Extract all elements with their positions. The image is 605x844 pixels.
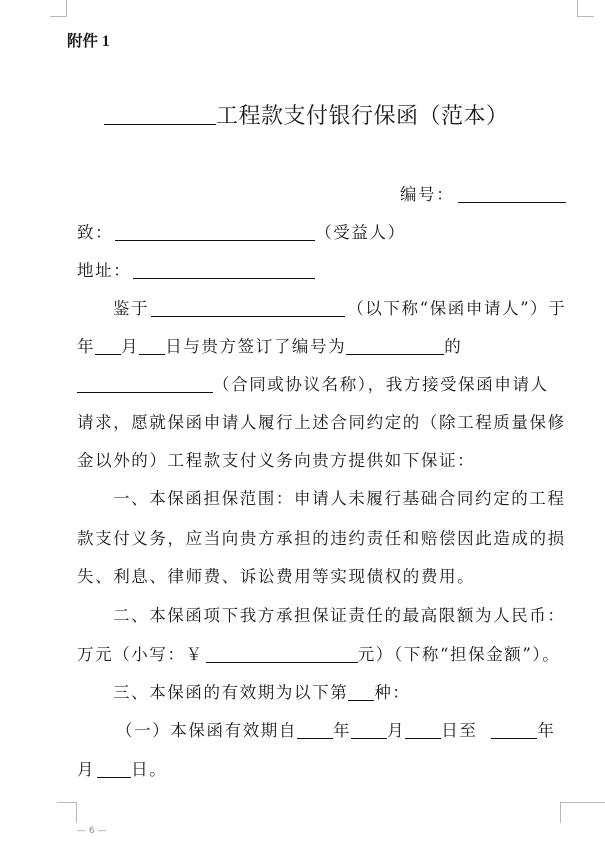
address-label: 地址：: [77, 261, 132, 280]
intro-text: （以下称“保函申请人”）于: [347, 299, 567, 318]
beneficiary-blank[interactable]: [115, 224, 315, 241]
crop-mark-bottom-left: [57, 802, 77, 823]
number-label: 编号：: [400, 185, 455, 204]
page-title: [104, 102, 509, 127]
intro-text: （合同或协议名称），我方接受保函申请人: [213, 375, 549, 394]
clause-text: 日。: [131, 760, 168, 779]
clause1-line-2: 款支付义务，应当向贵方承担的违约责任和赔偿因此造成的损: [77, 529, 566, 548]
start-month-blank[interactable]: [351, 722, 387, 739]
page-number: — 6 —: [77, 826, 107, 836]
clause-text: 种：: [374, 683, 411, 702]
annex-label: 附件 1: [67, 33, 110, 50]
title-text: 工程款支付银行保函（范本）: [216, 104, 509, 129]
crop-mark-bottom-right: [560, 802, 605, 823]
clause-text: 年: [333, 721, 352, 740]
to-label: 致：: [77, 223, 114, 242]
contract-name-blank[interactable]: [77, 376, 213, 393]
clause1-line-1: 一、本保函担保范围：申请人未履行基础合同约定的工程: [113, 489, 566, 508]
clause-text: 三、本保函的有效期为以下第: [113, 683, 349, 702]
end-year-blank[interactable]: [491, 722, 537, 739]
address-blank[interactable]: [133, 262, 315, 279]
clause3-sub1-line-2: [77, 760, 167, 780]
clause-text: 万元（小写：￥: [77, 645, 204, 664]
crop-mark-top-right: [577, 0, 594, 17]
intro-line-4: 请求，愿就保函申请人履行上述合同约定的（除工程质量保修: [77, 413, 566, 432]
contract-number-blank[interactable]: [346, 338, 444, 355]
option-blank[interactable]: [348, 684, 374, 701]
end-day-blank[interactable]: [97, 761, 131, 778]
clause-text: 日至: [441, 721, 478, 740]
clause2-line-1: 二、本保函项下我方承担保证责任的最高限额为人民币：: [113, 606, 566, 625]
intro-line-1: [113, 299, 566, 319]
clause1-line-3: 失、利息、律师费、诉讼费用等实现债权的费用。: [77, 567, 476, 586]
start-year-blank[interactable]: [297, 722, 333, 739]
intro-text: 鉴于: [113, 299, 150, 318]
start-day-blank[interactable]: [405, 722, 441, 739]
beneficiary-note: （受益人）: [315, 223, 406, 242]
applicant-blank[interactable]: [151, 300, 345, 317]
to-row: [77, 223, 406, 243]
clause3-line-1: [113, 683, 411, 703]
number-blank[interactable]: [458, 186, 566, 203]
clause-text: 月: [387, 721, 406, 740]
clause-text: 元）（下称“担保金额”）。: [357, 645, 561, 664]
clause3-sub1-line-1: [116, 721, 556, 741]
clause-text: 年: [537, 721, 556, 740]
clause2-line-2: [77, 645, 560, 665]
number-row: [400, 185, 566, 205]
day-blank[interactable]: [139, 338, 165, 355]
address-row: [77, 261, 315, 281]
month-blank[interactable]: [95, 338, 121, 355]
clause-text: 月: [77, 760, 96, 779]
intro-text: 的: [444, 337, 463, 356]
bank-name-blank[interactable]: [104, 102, 216, 125]
intro-line-5: 金以外的）工程款支付义务向贵方提供如下保证：: [77, 451, 476, 470]
clause-text: （一）本保函有效期自: [116, 721, 297, 740]
intro-line-2: [77, 337, 462, 357]
amount-blank[interactable]: [206, 646, 358, 663]
crop-mark-top-left: [50, 0, 67, 17]
intro-text: 月: [121, 337, 140, 356]
intro-text: 日与贵方签订了编号为: [165, 337, 347, 356]
intro-line-3: [77, 375, 549, 395]
intro-text: 年: [77, 337, 96, 356]
